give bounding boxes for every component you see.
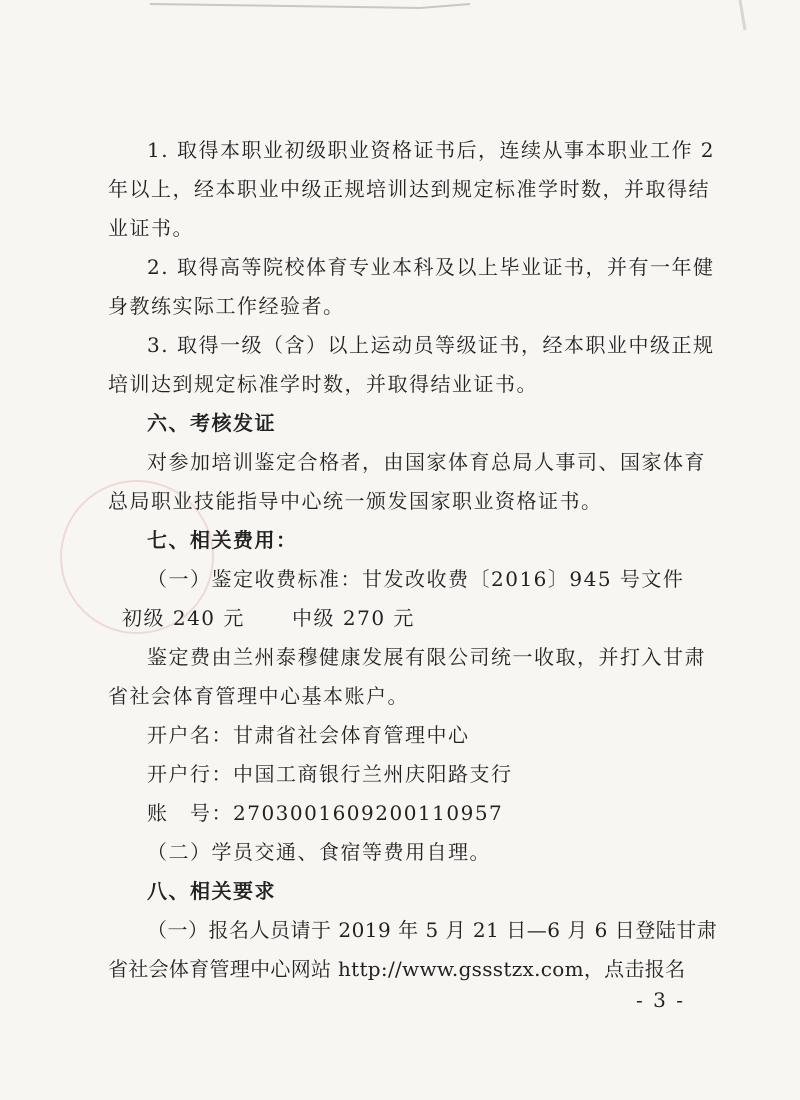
scan-artifact-top bbox=[0, 0, 800, 60]
paragraph-fee-levels: 初级 240 元 中级 270 元 bbox=[122, 606, 415, 630]
paragraph-req1-line1: （一）报名人员请于 2019 年 5 月 21 日—6 月 6 日登陆甘肃 bbox=[147, 918, 718, 942]
paragraph-fee-item1: （一）鉴定收费标准：甘发改收费〔2016〕945 号文件 bbox=[147, 567, 685, 591]
account-number: 账 号：2703001609200110957 bbox=[147, 801, 504, 825]
paragraph-item2-line2: 身教练实际工作经验者。 bbox=[108, 294, 345, 318]
paragraph-sec6-line1: 对参加培训鉴定合格者，由国家体育总局人事司、国家体育 bbox=[147, 450, 706, 474]
paragraph-item1-line2: 年以上，经本职业中级正规培训达到规定标准学时数，并取得结 bbox=[108, 177, 710, 201]
page-number: - 3 - bbox=[636, 988, 685, 1012]
paragraph-fee-collect-line1: 鉴定费由兰州泰穆健康发展有限公司统一收取，并打入甘肃 bbox=[147, 645, 706, 669]
paragraph-item3-line1: 3. 取得一级（含）以上运动员等级证书，经本职业中级正规 bbox=[147, 333, 715, 357]
paragraph-item3-line2: 培训达到规定标准学时数，并取得结业证书。 bbox=[108, 372, 538, 396]
paragraph-fee-collect-line2: 省社会体育管理中心基本账户。 bbox=[108, 684, 409, 708]
section-heading-7: 七、相关费用： bbox=[147, 528, 298, 552]
paragraph-item2-line1: 2. 取得高等院校体育专业本科及以上毕业证书，并有一年健 bbox=[147, 255, 715, 279]
account-bank: 开户行：中国工商银行兰州庆阳路支行 bbox=[147, 762, 513, 786]
paragraph-sec6-line2: 总局职业技能指导中心统一颁发国家职业资格证书。 bbox=[108, 489, 603, 513]
paragraph-item1-line3: 业证书。 bbox=[108, 216, 194, 240]
paragraph-req1-line2: 省社会体育管理中心网站 http://www.gssstzx.com，点击报名 bbox=[108, 957, 686, 981]
paragraph-fee-item2: （二）学员交通、食宿等费用自理。 bbox=[147, 840, 491, 864]
paragraph-item1-line1: 1. 取得本职业初级职业资格证书后，连续从事本职业工作 2 bbox=[147, 138, 716, 162]
section-heading-6: 六、考核发证 bbox=[147, 411, 276, 435]
section-heading-8: 八、相关要求 bbox=[147, 879, 276, 903]
account-name: 开户名：甘肃省社会体育管理中心 bbox=[147, 723, 470, 747]
